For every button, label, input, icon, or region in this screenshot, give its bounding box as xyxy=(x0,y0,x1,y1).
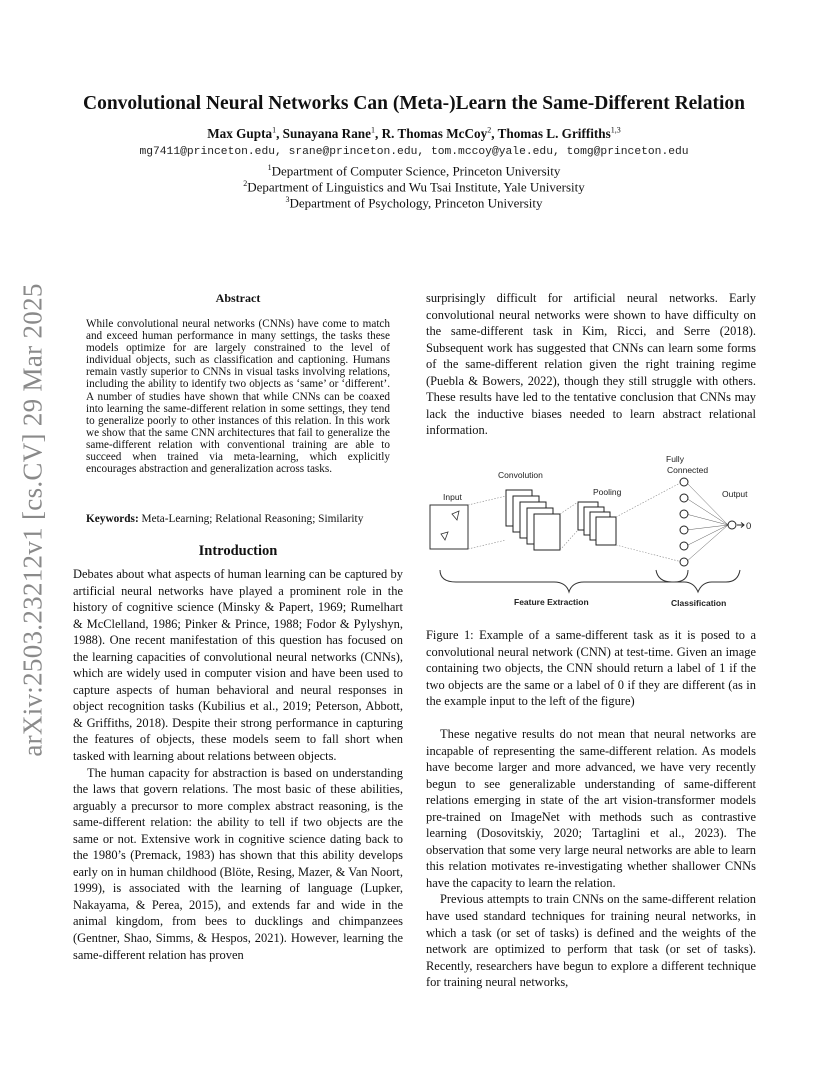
output-label: Output xyxy=(722,489,748,499)
fc-node xyxy=(680,510,688,518)
arxiv-identifier-text: arXiv:2503.23212v1 [cs.CV] 29 Mar 2025 xyxy=(17,283,48,757)
paper-title: Convolutional Neural Networks Can (Meta-)Learn the Same-Different Relation xyxy=(82,93,745,114)
fc-node xyxy=(680,542,688,550)
input-image xyxy=(430,505,468,549)
figure-cnn-diagram xyxy=(426,450,758,615)
fc-connection xyxy=(686,525,728,546)
paragraph: surprisingly difficult for artificial neural networks. Early convolutional neural networks were shown to have difficulty on the same-different task in Kim, Ricci, and Serre (2018). Subsequent work has suggested that CNNs can learn some forms of the same-different relation given the right training regime (Puebla & Bowers, 2022), though they still struggle with others. These results have led to the tentative conclusion that CNNs may lack the inductive biases needed to learn abstract relational information. xyxy=(426,291,756,438)
paragraph: The human capacity for abstraction is based on understanding the laws that govern relations. The most basic of these abilities, arguably a precursor to more complex abstract reasoning, is the same-different relation: the ability to tell if two objects are the same or not. Extensive work in cognitive science dating back to the 1980’s (Premack, 1983) has shown that this ability develops early on in human childhood (Blöte, Resing, Mazer, & Van Noort, 1999), is associated with the learning of language (Lupker, Nakayama, & Perea, 2015), and extends far and wide in the animal kingdom, from bees to ducklings and chimpanzees (Gentner, Shao, Simms, & Hespos, 2021). However, learning the same-different relation has proven xyxy=(73,765,403,962)
right-column-body xyxy=(426,726,756,991)
abstract-text: While convolutional neural networks (CNNs) have come to match and exceed human performance in many settings, the tasks these models optimize for are largely constrained to the level of individual objects, such as classification and captioning. Humans remain vastly superior to CNNs in visual tasks involving relations, including the ability to identify two objects as ‘same’ or ‘different’. A number of studies have shown that while CNNs can be coaxed into learning the same-different relation in some settings, they tend to generalize poorly to other instances of this relation. In this work we show that the same CNN architectures that fail to generalize the same-different relation with conventional training are able to succeed when trained via meta-learning, which explicitly encourages abstraction and generalization across tasks. xyxy=(86,318,390,476)
output-arrow xyxy=(737,523,744,528)
figure-caption: Figure 1: Example of a same-different task as it is posed to a convolutional neural network (CNN) at test-time. Given an image containing two objects, the CNN should return a label of 1 if the two objects are the same or a label of 0 if they are different (as in the example input to the left of the figure) xyxy=(426,628,756,709)
pooling-feature-maps xyxy=(578,502,616,545)
affiliation: $^3$Department of Psychology, Princeton University xyxy=(285,195,543,211)
convolution-label: Convolution xyxy=(498,470,543,480)
fully-connected-layer xyxy=(680,478,728,566)
author: R. Thomas McCoy$^2$, xyxy=(381,126,498,142)
classification-brace xyxy=(656,570,740,592)
introduction-continuation xyxy=(426,290,756,439)
author: Max Gupta$^1$, xyxy=(207,126,283,142)
fc-node xyxy=(680,478,688,486)
fc-connection xyxy=(686,498,728,525)
input-label: Input xyxy=(443,492,462,502)
fc-connection xyxy=(686,525,728,530)
introduction-heading: Introduction xyxy=(198,543,278,559)
fully-connected-label: Fully xyxy=(666,454,684,464)
output-value: 0 xyxy=(746,521,752,532)
fc-connection xyxy=(686,514,728,525)
author-list xyxy=(0,126,828,142)
abstract-heading: Abstract xyxy=(215,291,261,305)
arxiv-identifier xyxy=(18,280,48,760)
fc-connection xyxy=(686,525,728,562)
author: Sunayana Rane$^1$, xyxy=(282,126,382,142)
author-emails: mg7411@princeton.edu, srane@princeton.edu, tom.mccoy@yale.edu, tomg@princeton.edu xyxy=(139,146,689,158)
fc-node xyxy=(680,558,688,566)
pooling-label: Pooling xyxy=(593,487,622,497)
convolution-feature-maps xyxy=(506,490,560,550)
keywords: Keywords: Meta-Learning; Relational Reasoning; Similarity xyxy=(86,513,364,525)
fully-connected-label: Connected xyxy=(667,465,709,475)
fc-node xyxy=(680,494,688,502)
feature-extraction-brace xyxy=(440,570,688,592)
paragraph: These negative results do not mean that neural networks are incapable of representing the same-different relation. As models have become larger and more advanced, we have very recently begun to see generalizable understanding of same-different relations emerging in state of the art vision-transformer models pre-trained on ImageNet with methods such as contrastive learning (Dosovitskiy, 2020; Tartaglini et al., 2023). The observation that some very large neural networks are able to learn this relation motivates re-investigating whether shallower CNNs have the capacity to learn the relation. xyxy=(426,727,756,890)
affiliation: $^2$Department of Linguistics and Wu Tsai Institute, Yale University xyxy=(243,179,585,195)
author: Thomas L. Griffiths$^{1,3}$ xyxy=(497,126,621,142)
fc-node xyxy=(680,526,688,534)
classification-label: Classification xyxy=(671,598,727,608)
paragraph: Debates about what aspects of human learning can be captured by artificial neural networks have played a prominent role in the history of cognitive science (Minsky & Papert, 1969; Rumelhart & McClelland, 1986; Pinker & Prince, 1988; Fodor & Pylyshyn, 1988). One recent manifestation of this question has focused on the learning capacities of convolutional neural networks (CNNs), which are widely used in computer vision and have been used to capture aspects of human behavioral and neural responses in object recognition tasks (Kubilius et al., 2019; Peterson, Abbott, & Griffiths, 2018). Despite their strong performance in capturing the features of objects, these models seem to fall short when tasked with learning about relations between objects. xyxy=(73,567,403,764)
output-node xyxy=(728,521,736,529)
feature-extraction-label: Feature Extraction xyxy=(514,597,589,607)
affiliation: $^1$Department of Computer Science, Princeton University xyxy=(267,163,561,179)
paragraph: Previous attempts to train CNNs on the same-different relation have used standard techniques for training neural networks, in which a task (or set of tasks) is defined and the weights of the network are optimized to perform that task (or set of tasks). Recently, researchers have begun to explore a different technique for training neural networks, xyxy=(426,892,756,990)
introduction-body xyxy=(73,566,403,963)
